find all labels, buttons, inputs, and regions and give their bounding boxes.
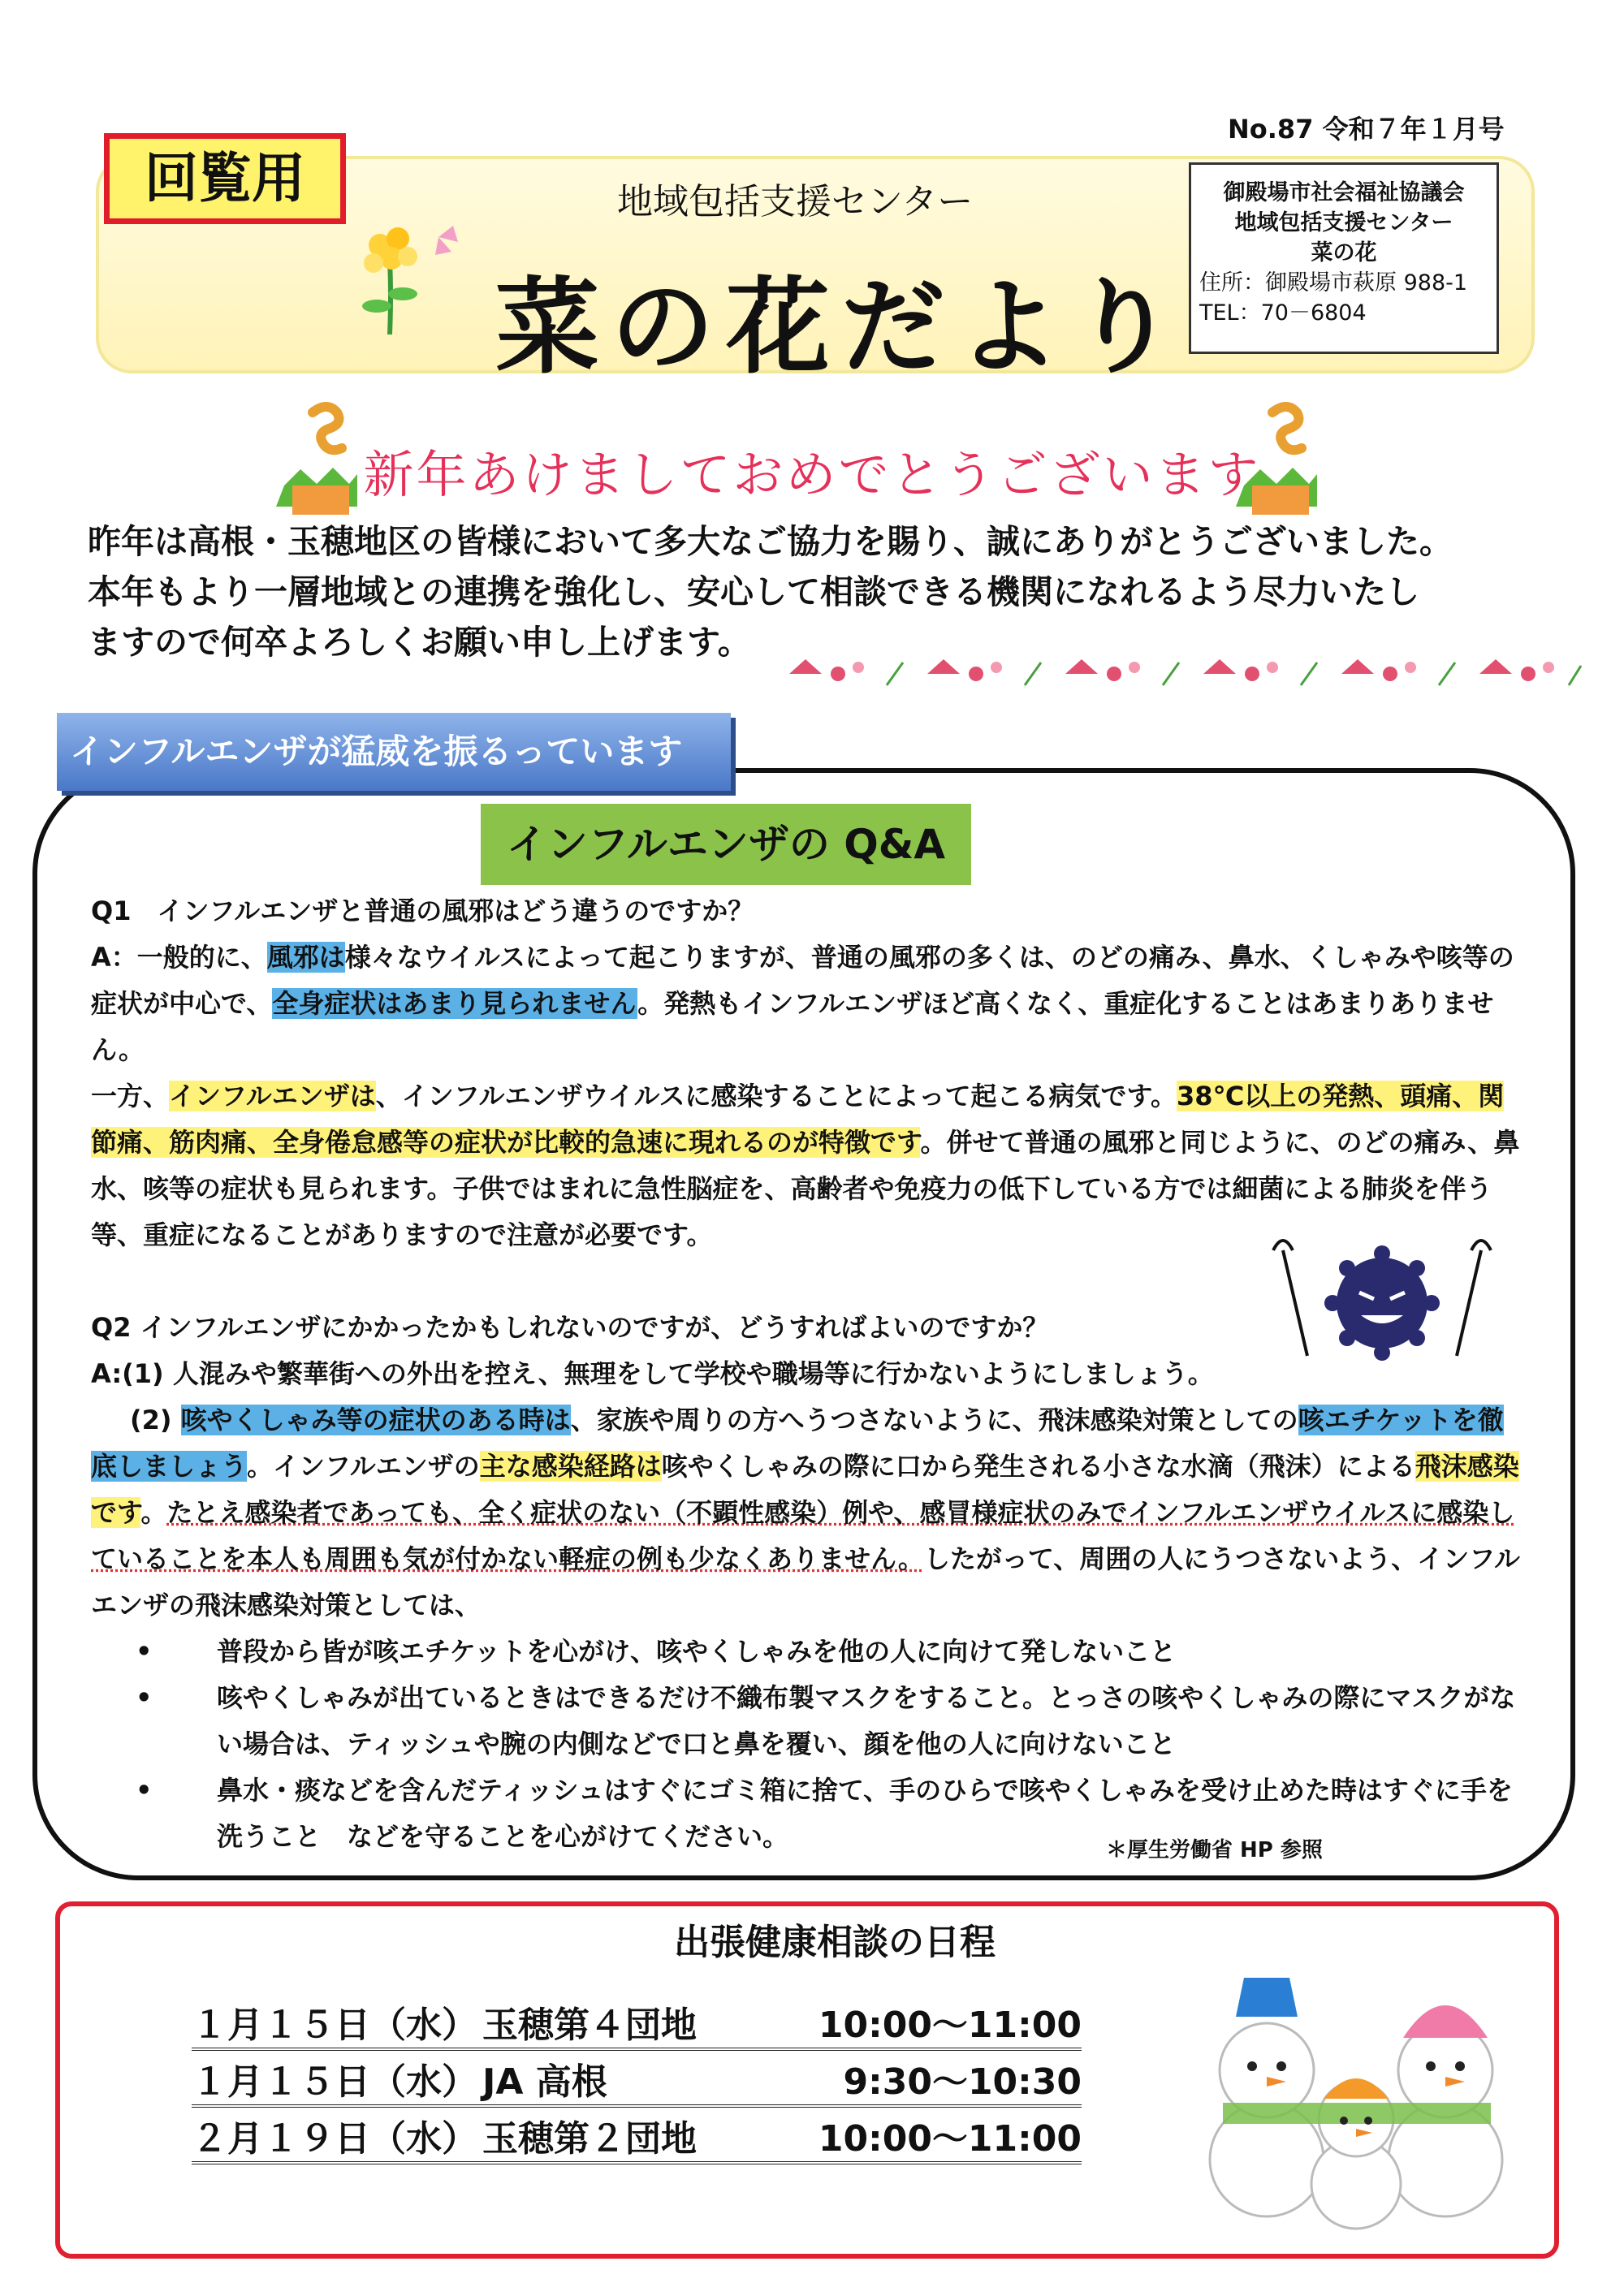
org-unit: 菜の花 <box>1311 240 1377 265</box>
newsletter-title: 菜の花だより <box>495 267 1188 388</box>
schedule-date: １月１５日（水） <box>192 2061 477 2103</box>
list-item: • 鼻水・痰などを含んだティッシュはすぐにゴミ箱に捨て、手のひらで咳やくしゃみを受け止めた時はすぐに手を洗うこと などを守ることを心がけてください。 <box>91 1767 1528 1860</box>
new-year-headline: 新年あけましておめでとうございます <box>363 445 1261 504</box>
highlight-blue: 咳エチケットを徹底しましょう <box>91 1405 1504 1482</box>
highlight-yellow: インフルエンザは <box>169 1081 376 1111</box>
highlight-blue: 咳やくしゃみ等の症状のある時は <box>180 1405 571 1435</box>
answer-text: 一方、 <box>91 1081 170 1111</box>
schedule-place: 玉穂第４団地 <box>482 2005 697 2046</box>
new-year-ornament-border <box>781 650 1585 701</box>
highlight-blue: 全身症状はあまり見られません <box>272 988 638 1019</box>
answer-text: 。 <box>140 1497 167 1528</box>
answer-2-item-2 <box>91 1397 1528 1629</box>
schedule-row <box>192 2052 1082 2108</box>
schedule-title: 出張健康相談の日程 <box>674 1922 996 1963</box>
answer-text: (2) <box>130 1405 181 1435</box>
list-item: • 普段から皆が咳エチケットを心がけ、咳やくしゃみを他の人に向けて発しないこと <box>91 1629 1528 1675</box>
underlined-text: たとえ感染者であっても、全く症状のない（不顕性感染）例や、感冒様症状のみでインフルエンザウイルスに感染していることを本人も周囲も気が付かない軽症の例も少なくありません。 <box>91 1497 1515 1574</box>
schedule-time: 10:00～11:00 <box>818 2005 1082 2046</box>
schedule-row <box>192 1996 1082 2051</box>
schedule-date: ２月１９日（水） <box>192 2118 477 2160</box>
org-address: 住所：御殿場市萩原 988-1 <box>1199 270 1468 296</box>
answer-text: 。併せて普通の風邪と同じように、のどの痛み、鼻水、咳等の症状も見られます。子供ではまれに急性脳症を、高齢者や免疫力の低下している方では細菌による肺炎を伴う等、重症になることがありますので注意が必要です。 <box>91 1127 1520 1250</box>
answer-2-item-1: A:(1) 人混みや繁華街への外出を控え、無理をして学校や職場等に行かないようにしましょう。 <box>91 1358 1214 1389</box>
org-name: 御殿場市社会福祉協議会 <box>1223 180 1465 205</box>
schedule-row <box>192 2109 1082 2164</box>
answer-1 <box>91 934 1528 1073</box>
answer-text: 。インフルエンザの <box>247 1451 480 1482</box>
schedule-time: 10:00～11:00 <box>818 2118 1082 2160</box>
qa-title: インフルエンザの Q&A <box>481 804 971 885</box>
org-tel: TEL：70－6804 <box>1199 300 1367 326</box>
spacer <box>91 1258 1528 1305</box>
snowmen-icon <box>1194 1932 1518 2257</box>
highlight-yellow: 主な感染経路は <box>479 1451 662 1482</box>
answer-text: 、インフルエンザウイルスに感染することによって起こる病気です。 <box>375 1081 1177 1111</box>
schedule-place: JA 高根 <box>482 2061 607 2103</box>
answer-text: A：一般的に、 <box>91 942 267 973</box>
highlight-blue: 風邪は <box>266 942 345 973</box>
reference-note: ＊厚生労働省 HP 参照 <box>1106 1838 1323 1862</box>
issue-number: No.87 令和７年１月号 <box>1228 114 1505 145</box>
greeting-line: 昨年は高根・玉穂地区の皆様において多大なご協力を賜り、誠にありがとうございました。 <box>88 522 1453 561</box>
list-item: • 咳やくしゃみが出ているときはできるだけ不織布製マスクをすること。とっさの咳やくしゃみの際にマスクがない場合は、ティッシュや腕の内側などで口と鼻を覆い、顔を他の人に向けないこと <box>91 1675 1528 1767</box>
greeting-line: ますので何卒よろしくお願い申し上げます。 <box>88 623 751 662</box>
organization-box <box>1189 162 1499 354</box>
circulation-stamp: 回覧用 <box>104 133 346 224</box>
qa-body <box>91 888 1528 1860</box>
answer-text: 咳やくしゃみの際に口から発生される小さな水滴（飛沫）による <box>661 1451 1415 1482</box>
section-tab: インフルエンザが猛威を振るっています <box>57 713 731 791</box>
schedule-place: 玉穂第２団地 <box>482 2118 697 2160</box>
prevention-list <box>91 1629 1528 1860</box>
answer-text: 様々なウイルスによって起こりますが、普通の風邪の多くは、のどの痛み、鼻水、くしゃみや咳等の症状が中心で、 <box>91 942 1514 1019</box>
schedule-time: 9:30～10:30 <box>843 2061 1082 2103</box>
answer-text: したがって、周囲の人にうつさないよう、インフルエンザの飛沫感染対策としては、 <box>91 1543 1521 1621</box>
answer-text: 。発熱もインフルエンザほど高くなく、重症化することはあまりありません。 <box>91 988 1494 1065</box>
center-subtitle: 地域包括支援センター <box>617 181 974 222</box>
greeting-text <box>88 516 1549 667</box>
answer-1-paragraph-2 <box>91 1073 1528 1258</box>
highlight-yellow: 飛沫感染です <box>91 1451 1519 1528</box>
schedule-date: １月１５日（水） <box>192 2005 477 2046</box>
answer-text: 、家族や周りの方へうつさないように、飛沫感染対策としての <box>570 1405 1298 1435</box>
highlight-yellow: 38℃以上の発熱、頭痛、関節痛、筋肉痛、全身倦怠感等の症状が比較的急速に現れるのが特徴です <box>91 1081 1505 1158</box>
greeting-line: 本年もより一層地域との連携を強化し、安心して相談できる機関になれるよう尽力いたし <box>88 572 1419 611</box>
question-2: Q2 インフルエンザにかかったかもしれないのですが、どうすればよいのですか？ <box>91 1312 1049 1343</box>
rapeseed-flower-icon <box>341 213 479 343</box>
question-1: Q1 インフルエンザと普通の風邪はどう違うのですか？ <box>91 896 754 926</box>
org-center: 地域包括支援センター <box>1234 210 1453 235</box>
